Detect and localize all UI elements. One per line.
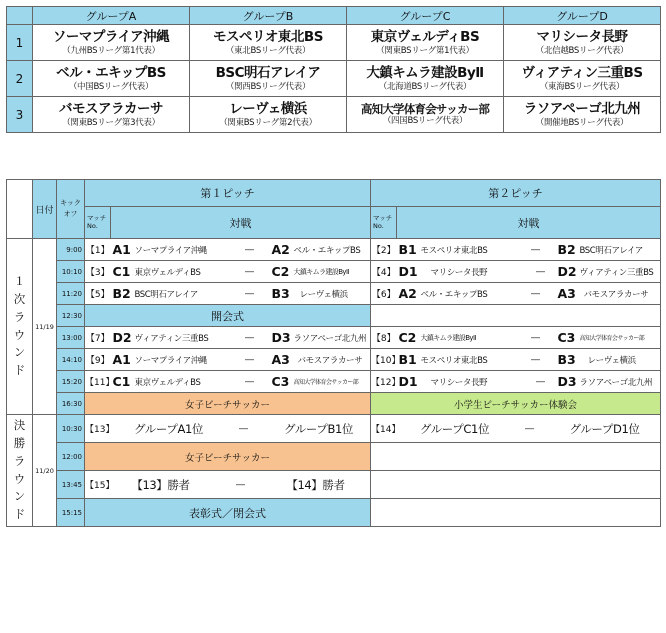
opening-ceremony: 開会式	[85, 305, 371, 327]
seed-number: 1	[7, 25, 33, 61]
seed-code: D1	[398, 264, 418, 279]
match-cell	[397, 371, 661, 393]
seed-code: C3	[557, 330, 576, 345]
vs-dash: ―	[531, 244, 540, 255]
kickoff-time: 9:00	[57, 239, 85, 261]
team-a: ソーマプライア沖縄	[134, 355, 207, 366]
vs-dash: ―	[536, 266, 545, 277]
kickoff-time: 15:20	[57, 371, 85, 393]
match-number: 【10】	[371, 349, 397, 371]
team-a: グループA1位	[134, 421, 203, 436]
team-cell	[33, 61, 190, 97]
match-number: 【5】	[85, 283, 111, 305]
team-cell	[33, 97, 190, 133]
group-row	[7, 25, 661, 61]
vs-dash: ―	[245, 332, 254, 343]
team-cell	[504, 97, 661, 133]
team-cell	[190, 25, 347, 61]
team-league: （東北BSリーグ代表）	[225, 45, 311, 56]
team-league: （北海道BSリーグ代表）	[378, 81, 472, 92]
vs-dash: ―	[245, 288, 254, 299]
match-cell	[111, 239, 371, 261]
kids-beach-soccer: 小学生ビーチサッカー体験会	[371, 393, 661, 415]
team-b: BSC明石アレイア	[579, 245, 643, 256]
match-number: 【4】	[371, 261, 397, 283]
kickoff-time: 16:30	[57, 393, 85, 415]
team-b: レーヴェ横浜	[299, 289, 348, 300]
match-cell	[397, 415, 661, 443]
team-league: （中国BSリーグ代表）	[68, 81, 154, 92]
team-b: 大鎮キムラ建設ByⅡ	[293, 267, 349, 276]
round2-text: 決勝ラウンド	[13, 418, 26, 522]
team-b: バモスアラカーサ	[297, 355, 363, 366]
schedule-row	[7, 443, 661, 471]
vs-dash: ―	[239, 423, 248, 434]
team-b: ヴィアティン三重BS	[579, 267, 654, 278]
seed-code: C1	[112, 264, 131, 279]
match-number: 【1】	[85, 239, 111, 261]
seed-code: C3	[271, 374, 290, 389]
vs-dash: ―	[236, 479, 245, 490]
team-a: マリシータ長野	[430, 377, 488, 388]
team-b: レーヴェ横浜	[587, 355, 636, 366]
match-cell	[111, 471, 371, 499]
schedule-row	[7, 261, 661, 283]
kickoff-header	[57, 180, 85, 239]
kickoff-time: 12:00	[57, 443, 85, 471]
match-cell	[111, 349, 371, 371]
seed-code: A2	[398, 286, 417, 301]
kickoff-time: 10:10	[57, 261, 85, 283]
seed-code: C2	[271, 264, 290, 279]
match-cell	[111, 327, 371, 349]
round2-label	[7, 415, 33, 527]
team-b: バモスアラカーサ	[583, 289, 649, 300]
vs-dash: ―	[531, 332, 540, 343]
match-number: 【2】	[371, 239, 397, 261]
match-cell	[111, 415, 371, 443]
team-b: 【14】勝者	[286, 477, 345, 492]
team-league: （九州BSリーグ第1代表）	[62, 45, 160, 56]
team-name: レーヴェ横浜	[229, 101, 307, 118]
group-header-row	[7, 7, 661, 25]
team-league: （関東BSリーグ第2代表）	[219, 117, 317, 128]
team-name: 東京ヴェルディBS	[370, 29, 480, 46]
pitch1-header: 第１ピッチ	[85, 180, 371, 207]
header-corner	[7, 180, 33, 239]
seed-code: B2	[557, 242, 576, 257]
kickoff-header-label: キックオフ	[60, 198, 81, 218]
seed-code: D3	[271, 330, 291, 345]
seed-code: B1	[398, 352, 417, 367]
seed-code: D2	[557, 264, 577, 279]
match-no-label: マッチNo.	[373, 214, 393, 230]
seed-code: A3	[557, 286, 576, 301]
team-b: ラソアペーゴ北九州	[293, 333, 367, 344]
team-cell	[190, 61, 347, 97]
vs-dash: ―	[245, 244, 254, 255]
team-b: 高知大学体育会サッカー部	[579, 335, 645, 342]
empty-cell	[371, 443, 661, 471]
team-cell	[190, 97, 347, 133]
team-b: ラソアペーゴ北九州	[579, 377, 653, 388]
seed-code: A2	[271, 242, 290, 257]
group-header: グループB	[190, 7, 347, 25]
taisen-header: 対戦	[111, 207, 371, 239]
team-a: ベル・エキップBS	[420, 289, 488, 300]
match-number: 【14】	[371, 415, 397, 443]
team-a: 【13】勝者	[131, 477, 190, 492]
seed-code: A3	[271, 352, 290, 367]
seed-code: D3	[557, 374, 577, 389]
vs-dash: ―	[245, 354, 254, 365]
group-table	[6, 6, 661, 133]
group-row	[7, 61, 661, 97]
group-row	[7, 97, 661, 133]
match-cell	[111, 371, 371, 393]
kickoff-time: 15:15	[57, 499, 85, 527]
team-name: BSC明石アレイア	[215, 65, 321, 82]
group-corner	[7, 7, 33, 25]
vs-dash: ―	[531, 354, 540, 365]
match-cell	[397, 327, 661, 349]
match-cell	[397, 239, 661, 261]
team-a: ソーマプライア沖縄	[134, 245, 207, 256]
team-name: ヴィアティン三重BS	[521, 65, 643, 82]
match-no-label: マッチNo.	[87, 214, 107, 230]
team-b: 高知大学体育会サッカー部	[293, 379, 359, 386]
vs-dash: ―	[245, 266, 254, 277]
match-number: 【13】	[85, 415, 111, 443]
seed-code: C2	[398, 330, 417, 345]
kickoff-time: 13:00	[57, 327, 85, 349]
team-league: （関西BSリーグ代表）	[225, 81, 311, 92]
schedule-row	[7, 393, 661, 415]
group-header: グループC	[347, 7, 504, 25]
award-closing-ceremony: 表彰式／閉会式	[85, 499, 371, 527]
team-cell	[504, 61, 661, 97]
team-a: 東京ヴェルディBS	[134, 267, 201, 278]
team-name: ソーマプライア沖縄	[52, 29, 170, 46]
seed-code: A1	[112, 352, 131, 367]
round1-text: １次ラウンド	[13, 274, 26, 378]
team-league: （関東BSリーグ第3代表）	[62, 117, 160, 128]
match-cell	[397, 261, 661, 283]
schedule-row	[7, 349, 661, 371]
womens-beach-soccer: 女子ビーチサッカー	[85, 443, 371, 471]
match-no-header	[371, 207, 397, 239]
team-league: （関東BSリーグ第1代表）	[376, 45, 474, 56]
team-name: モスペリオ東北BS	[213, 29, 323, 46]
seed-code: B1	[398, 242, 417, 257]
seed-code: B3	[271, 286, 290, 301]
kickoff-time: 12:30	[57, 305, 85, 327]
date-header: 日付	[33, 180, 57, 239]
vs-dash: ―	[536, 376, 545, 387]
vs-dash: ―	[525, 423, 534, 434]
empty-cell	[371, 305, 661, 327]
match-no-header	[85, 207, 111, 239]
seed-number: 3	[7, 97, 33, 133]
schedule-row	[7, 239, 661, 261]
schedule-row	[7, 415, 661, 443]
team-a: 東京ヴェルディBS	[134, 377, 201, 388]
schedule-table	[6, 179, 661, 527]
schedule-row	[7, 499, 661, 527]
schedule-row	[7, 283, 661, 305]
team-name: 高知大学体育会サッカー部	[360, 101, 490, 116]
seed-code: A1	[112, 242, 131, 257]
match-cell	[111, 261, 371, 283]
team-a: グループC1位	[419, 421, 490, 436]
womens-beach-soccer: 女子ビーチサッカー	[85, 393, 371, 415]
round1-label	[7, 239, 33, 415]
round2-date: 11/20	[33, 415, 57, 527]
match-number: 【6】	[371, 283, 397, 305]
team-name: バモスアラカーサ	[59, 101, 163, 118]
match-number: 【15】	[85, 471, 111, 499]
match-number: 【8】	[371, 327, 397, 349]
team-cell	[347, 61, 504, 97]
pitch2-header: 第２ピッチ	[371, 180, 661, 207]
seed-code: D1	[398, 374, 418, 389]
match-cell	[111, 283, 371, 305]
group-header: グループA	[33, 7, 190, 25]
team-a: 大鎮キムラ建設ByⅡ	[420, 333, 476, 342]
kickoff-time: 13:45	[57, 471, 85, 499]
team-name: 大鎮キムラ建設ByⅡ	[366, 65, 484, 82]
team-cell	[347, 97, 504, 133]
team-name: ベル・エキップBS	[56, 65, 166, 82]
team-b: グループD1位	[569, 421, 640, 436]
team-cell	[33, 25, 190, 61]
match-cell	[397, 283, 661, 305]
team-a: ヴィアティン三重BS	[134, 333, 209, 344]
match-cell	[397, 349, 661, 371]
seed-code: B3	[557, 352, 576, 367]
team-name: マリシータ長野	[536, 29, 628, 46]
seed-code: C1	[112, 374, 131, 389]
kickoff-time: 11:20	[57, 283, 85, 305]
schedule-subheader-row	[7, 207, 661, 239]
empty-cell	[371, 499, 661, 527]
team-name: ラソアペーゴ北九州	[523, 101, 641, 118]
schedule-row	[7, 305, 661, 327]
match-number: 【3】	[85, 261, 111, 283]
schedule-row	[7, 471, 661, 499]
match-number: 【9】	[85, 349, 111, 371]
match-number: 【11】	[85, 371, 111, 393]
kickoff-time: 14:10	[57, 349, 85, 371]
team-cell	[347, 25, 504, 61]
team-a: BSC明石アレイア	[134, 289, 198, 300]
seed-code: B2	[112, 286, 131, 301]
team-a: モスペリオ東北BS	[420, 355, 488, 366]
vs-dash: ―	[531, 288, 540, 299]
group-header: グループD	[504, 7, 661, 25]
team-league: （四国BSリーグ代表）	[382, 116, 468, 127]
team-b: グループB1位	[284, 421, 353, 436]
vs-dash: ―	[245, 376, 254, 387]
round1-date: 11/19	[33, 239, 57, 415]
team-b: ベル・エキップBS	[293, 245, 361, 256]
taisen-header: 対戦	[397, 207, 661, 239]
team-league: （開催地BSリーグ代表）	[535, 117, 629, 128]
team-a: モスペリオ東北BS	[420, 245, 488, 256]
seed-number: 2	[7, 61, 33, 97]
schedule-row	[7, 327, 661, 349]
team-league: （東海BSリーグ代表）	[539, 81, 625, 92]
kickoff-time: 10:30	[57, 415, 85, 443]
match-number: 【12】	[371, 371, 397, 393]
seed-code: D2	[112, 330, 132, 345]
schedule-header-row	[7, 180, 661, 207]
team-a: マリシータ長野	[430, 267, 488, 278]
empty-cell	[371, 471, 661, 499]
schedule-row	[7, 371, 661, 393]
match-number: 【7】	[85, 327, 111, 349]
team-league: （北信越BSリーグ代表）	[535, 45, 629, 56]
team-cell	[504, 25, 661, 61]
